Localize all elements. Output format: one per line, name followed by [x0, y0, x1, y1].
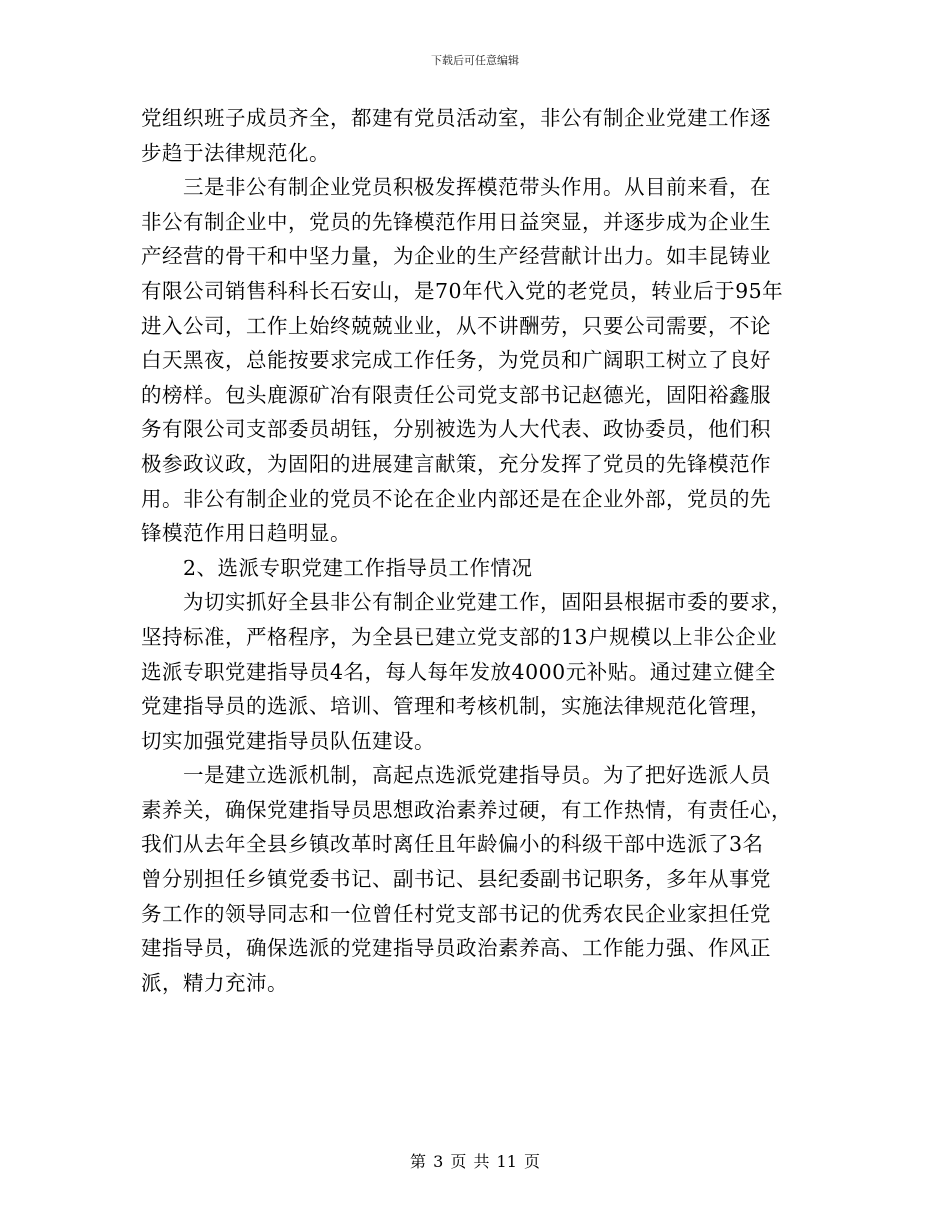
text-line: 白天黑夜，总能按要求完成工作任务，为党员和广阔职工树立了良好 [141, 348, 771, 373]
paragraph-start: 为切实抓好全县非公有制企业党建工作，固阳县根据市委的要求， [183, 590, 792, 615]
section-heading: 2、选派专职党建工作指导员工作情况 [183, 555, 533, 580]
text-line: 锋模范作用日趋明显。 [141, 521, 351, 546]
text-line: 非公有制企业中，党员的先锋模范作用日益突显，并逐步成为企业生 [141, 209, 771, 234]
paragraph-start: 三是非公有制企业党员积极发挥模范带头作用。从目前来看，在 [183, 175, 771, 200]
text-line: 坚持标准，严格程序，为全县已建立党支部的13户规模以上非公企业 [141, 624, 778, 649]
paragraph-start: 一是建立选派机制，高起点选派党建指导员。为了把好选派人员 [183, 763, 771, 788]
text-line: 步趋于法律规范化。 [141, 140, 330, 165]
text-line: 的榜样。包头鹿源矿冶有限责任公司党支部书记赵德光，固阳裕鑫服 [141, 382, 771, 407]
document-body [141, 101, 813, 1000]
text-line: 产经营的骨干和中坚力量，为企业的生产经营献计出力。如丰昆铸业 [141, 244, 771, 269]
text-line: 我们从去年全县乡镇改革时离任且年龄偏小的科级干部中选派了3名 [141, 832, 764, 857]
text-line: 有限公司销售科科长石安山，是70年代入党的老党员，转业后于95年 [141, 278, 784, 303]
text-line: 务工作的领导同志和一位曾任村党支部书记的优秀农民企业家担任党 [141, 901, 771, 926]
text-line: 建指导员，确保选派的党建指导员政治素养高、工作能力强、作风正 [141, 936, 771, 961]
text-line: 切实加强党建指导员队伍建设。 [141, 728, 435, 753]
page-number-footer: 第 3 页 共 11 页 [410, 1152, 540, 1171]
text-line: 曾分别担任乡镇党委书记、副书记、县纪委副书记职务，多年从事党 [141, 867, 771, 892]
text-line: 进入公司，工作上始终兢兢业业，从不讲酬劳，只要公司需要，不论 [141, 313, 771, 338]
text-line: 用。非公有制企业的党员不论在企业内部还是在企业外部，党员的先 [141, 486, 771, 511]
text-line: 党建指导员的选派、培训、管理和考核机制，实施法律规范化管理， [141, 694, 771, 719]
text-line: 务有限公司支部委员胡钰，分别被选为人大代表、政协委员，他们积 [141, 417, 771, 442]
text-line: 极参政议政，为固阳的进展建言献策，充分发挥了党员的先锋模范作 [141, 451, 771, 476]
page-header: 下载后可任意编辑 [431, 54, 519, 67]
text-line: 党组织班子成员齐全，都建有党员活动室，非公有制企业党建工作逐 [141, 106, 771, 130]
text-line: 素养关，确保党建指导员思想政治素养过硬，有工作热情，有责任心， [141, 797, 792, 822]
text-line: 选派专职党建指导员4名，每人每年发放4000元补贴。通过建立健全 [141, 659, 776, 684]
text-line: 派，精力充沛。 [141, 970, 288, 995]
